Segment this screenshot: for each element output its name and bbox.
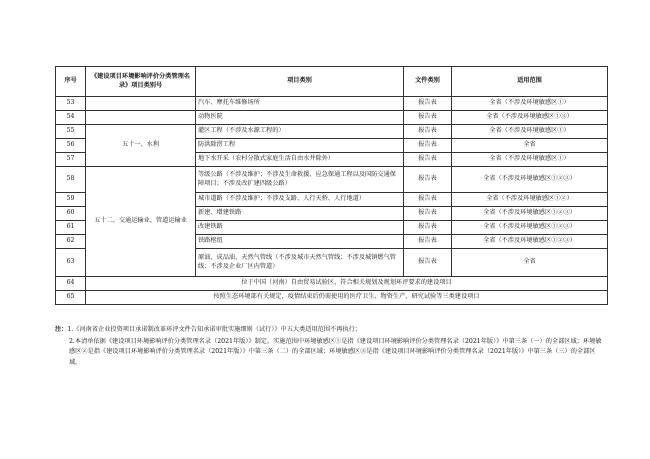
- row-seq: 59: [56, 193, 86, 207]
- table-row: [56, 167, 608, 193]
- row-doc-type: 报告表: [404, 125, 452, 139]
- row-seq: 55: [56, 125, 86, 139]
- row-category: 新建、增建铁路: [196, 207, 404, 221]
- row-category: 防洪除涝工程: [196, 139, 404, 153]
- row-scope: 全省（不涉及环境敏感区①②③）: [452, 207, 608, 221]
- table-row: [56, 291, 608, 305]
- row-scope: 全省（不涉及环境敏感区①②③）: [452, 221, 608, 235]
- group-label-transport: 五十二、交通运输业、管道运输业: [86, 167, 196, 277]
- row-scope: 全省（不涉及环境敏感区①②）: [452, 193, 608, 207]
- row-seq: 61: [56, 221, 86, 235]
- row-category: 等级公路（不涉及维护；不涉及生命救援、应急保通工程以及国防交通保障项目；不涉及改扩建四级公路）: [196, 167, 404, 193]
- row-doc-type: 报告表: [404, 221, 452, 235]
- row-doc-type: 报告表: [404, 207, 452, 221]
- table-row: [56, 277, 608, 291]
- row-doc-type: 报告表: [404, 153, 452, 167]
- row-doc-type: 报告表: [404, 235, 452, 249]
- row-doc-type: 报告表: [404, 97, 452, 111]
- empty-cell: [86, 97, 196, 111]
- row-category: 动物医院: [196, 111, 404, 125]
- table-row: [56, 125, 608, 139]
- row-seq: 53: [56, 97, 86, 111]
- note-2: 2.本清单依据《建设项目环境影响评价分类管理名录（2021年版）》制定，实施范围中环境敏感区①是指《建设项目环境影响评价分类管理名录（2021年版）》中第三条（一）的全部区域；环境敏感区②是指《建设项目环境影响评价分类管理名录（2021年版）》中第三条（二）的全部区域；环境敏感区③是指《建设项目环境影响评价分类管理名录（2021年版）》中第三条（三）的全部区域。: [69, 337, 602, 366]
- row-doc-type: 报告表: [404, 139, 452, 153]
- row-seq: 64: [56, 277, 86, 291]
- row-seq: 58: [56, 167, 86, 193]
- row-seq: 56: [56, 139, 86, 153]
- row-category: 改建铁路: [196, 221, 404, 235]
- row-category: 汽车、摩托车维修场所: [196, 97, 404, 111]
- header-catalog: 《建设项目环境影响评价分类管理名录》项目类别号: [86, 67, 196, 97]
- row-seq: 63: [56, 249, 86, 277]
- note-1: [55, 325, 607, 336]
- row-seq: 60: [56, 207, 86, 221]
- row-seq: 57: [56, 153, 86, 167]
- row-category: 原油、成品油、天然气管线（不涉及城市天然气管线；不涉及城镇燃气管线；不涉及企业厂区内管道）: [196, 249, 404, 277]
- row-doc-type: 报告表: [404, 111, 452, 125]
- table-row: [56, 111, 608, 125]
- row-category: 城市道路（不涉及维护；不涉及支路、人行天桥、人行地道）: [196, 193, 404, 207]
- header-scope: 适用范围: [452, 67, 608, 97]
- project-category-table: [55, 66, 608, 305]
- table-row: [56, 97, 608, 111]
- row-scope: 全省（不涉及环境敏感区①）: [452, 125, 608, 139]
- row-category: 灌区工程（不涉及水源工程的）: [196, 125, 404, 139]
- row-doc-type: 报告表: [404, 249, 452, 277]
- table-header-row: [56, 67, 608, 97]
- row-scope: 全省（不涉及环境敏感区①②③）: [452, 235, 608, 249]
- row-merged-text: 按照生态环境部有关规定，疫情结束后仍需使用的医疗卫生、物资生产、研究试验等三类建设项目: [86, 291, 608, 305]
- header-category: 项目类别: [196, 67, 404, 97]
- empty-cell: [86, 111, 196, 125]
- row-scope: 全省: [452, 139, 608, 153]
- notes-label: 注：: [55, 326, 68, 333]
- row-scope: 全省（不涉及环境敏感区①②③）: [452, 167, 608, 193]
- notes-section: [55, 325, 607, 369]
- row-doc-type: 报告表: [404, 193, 452, 207]
- row-category: 地下水开采（农村分散式家庭生活自由水井除外）: [196, 153, 404, 167]
- row-scope: 全省（不涉及环境敏感区①）: [452, 97, 608, 111]
- row-seq: 54: [56, 111, 86, 125]
- group-label-water: 五十一、水利: [86, 125, 196, 167]
- header-seq: 序号: [56, 67, 86, 97]
- row-seq: 65: [56, 291, 86, 305]
- row-scope: 全省: [452, 249, 608, 277]
- row-doc-type: 报告表: [404, 167, 452, 193]
- header-doc-type: 文件类别: [404, 67, 452, 97]
- row-merged-text: 位于中国（河南）自由贸易试验区，符合相关规划及规划环评要求的建设项目: [86, 277, 608, 291]
- row-seq: 62: [56, 235, 86, 249]
- note-1-text: 1.《河南省企业投资项目承诺制改革环评文件告知承诺审批实施细则（试行）》中五大类适用范围不再执行；: [67, 326, 361, 333]
- row-category: 铁路枢纽: [196, 235, 404, 249]
- row-scope: 全省（不涉及环境敏感区①③）: [452, 111, 608, 125]
- row-scope: 全省（不涉及环境敏感区①）: [452, 153, 608, 167]
